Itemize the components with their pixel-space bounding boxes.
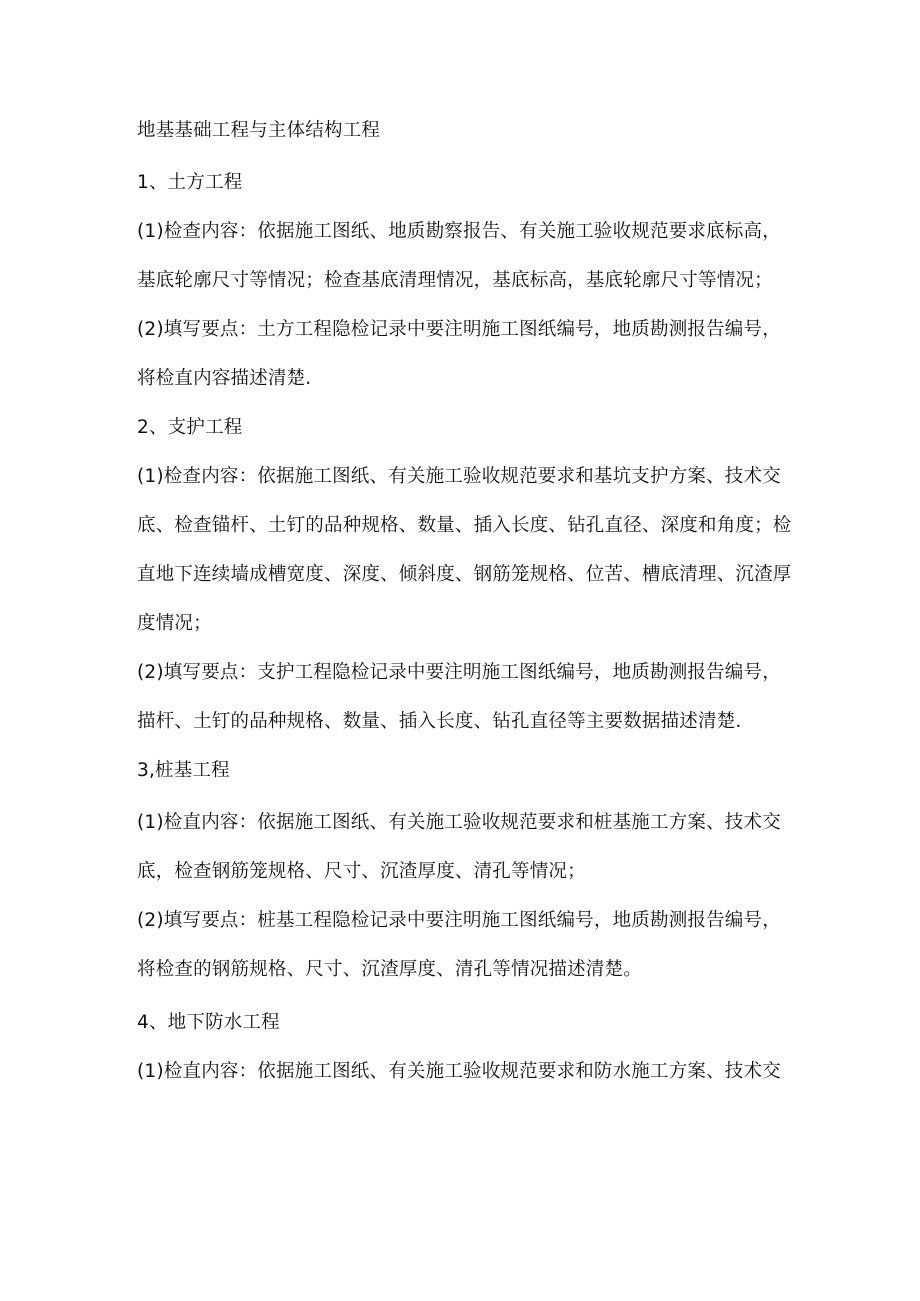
document-title: 地基基础工程与主体结构工程 <box>137 120 381 141</box>
paragraph-line: (1)检查内容：依据施工图纸、地质勘察报告、有关施工验收规范要求底标高， <box>137 221 781 242</box>
paragraph-line: 将检直内容描述清楚. <box>137 368 312 389</box>
section-heading: 3,桩基工程 <box>137 760 230 781</box>
paragraph-line: 直地下连续墙成槽宽度、深度、倾斜度、钢筋笼规格、位苦、槽底清理、沉渣厚 <box>137 564 792 585</box>
paragraph-line: (1)检直内容：依据施工图纸、有关施工验收规范要求和桩基施工方案、技术交 <box>137 812 781 833</box>
section-heading: 1、土方工程 <box>137 172 243 193</box>
paragraph-line: 将检查的钢筋规格、尺寸、沉渣厚度、清孔等情况描述清楚。 <box>137 959 642 980</box>
paragraph-line: (1)检查内容：依据施工图纸、有关施工验收规范要求和基坑支护方案、技术交 <box>137 466 781 487</box>
paragraph-line: 底、检查锚杆、土钉的品种规格、数量、插入长度、钻孔直径、深度和角度；检 <box>137 515 792 536</box>
paragraph-line: 描杆、土钉的品种规格、数量、插入长度、钻孔直径等主要数据描述清楚. <box>137 711 742 732</box>
paragraph-line: (2)填写要点：土方工程隐检记录中要注明施工图纸编号，地质勘测报告编号， <box>137 319 781 340</box>
section-heading: 4、地下防水工程 <box>137 1012 280 1033</box>
paragraph-line: 底，检查钢筋笼规格、尺寸、沉渣厚度、清孔等情况； <box>137 861 586 882</box>
paragraph-line: (2)填写要点：桩基工程隐检记录中要注明施工图纸编号，地质勘测报告编号， <box>137 910 781 931</box>
paragraph-line: 度情况； <box>137 613 212 634</box>
paragraph-line: 基底轮廓尺寸等情况；检查基底清理情况，基底标高，基底轮廓尺寸等情况； <box>137 270 773 291</box>
paragraph-line: (1)检直内容：依据施工图纸、有关施工验收规范要求和防水施工方案、技术交 <box>137 1061 781 1082</box>
paragraph-line: (2)填写要点：支护工程隐检记录中要注明施工图纸编号，地质勘测报告编号， <box>137 662 781 683</box>
section-heading: 2、支护工程 <box>137 417 243 438</box>
